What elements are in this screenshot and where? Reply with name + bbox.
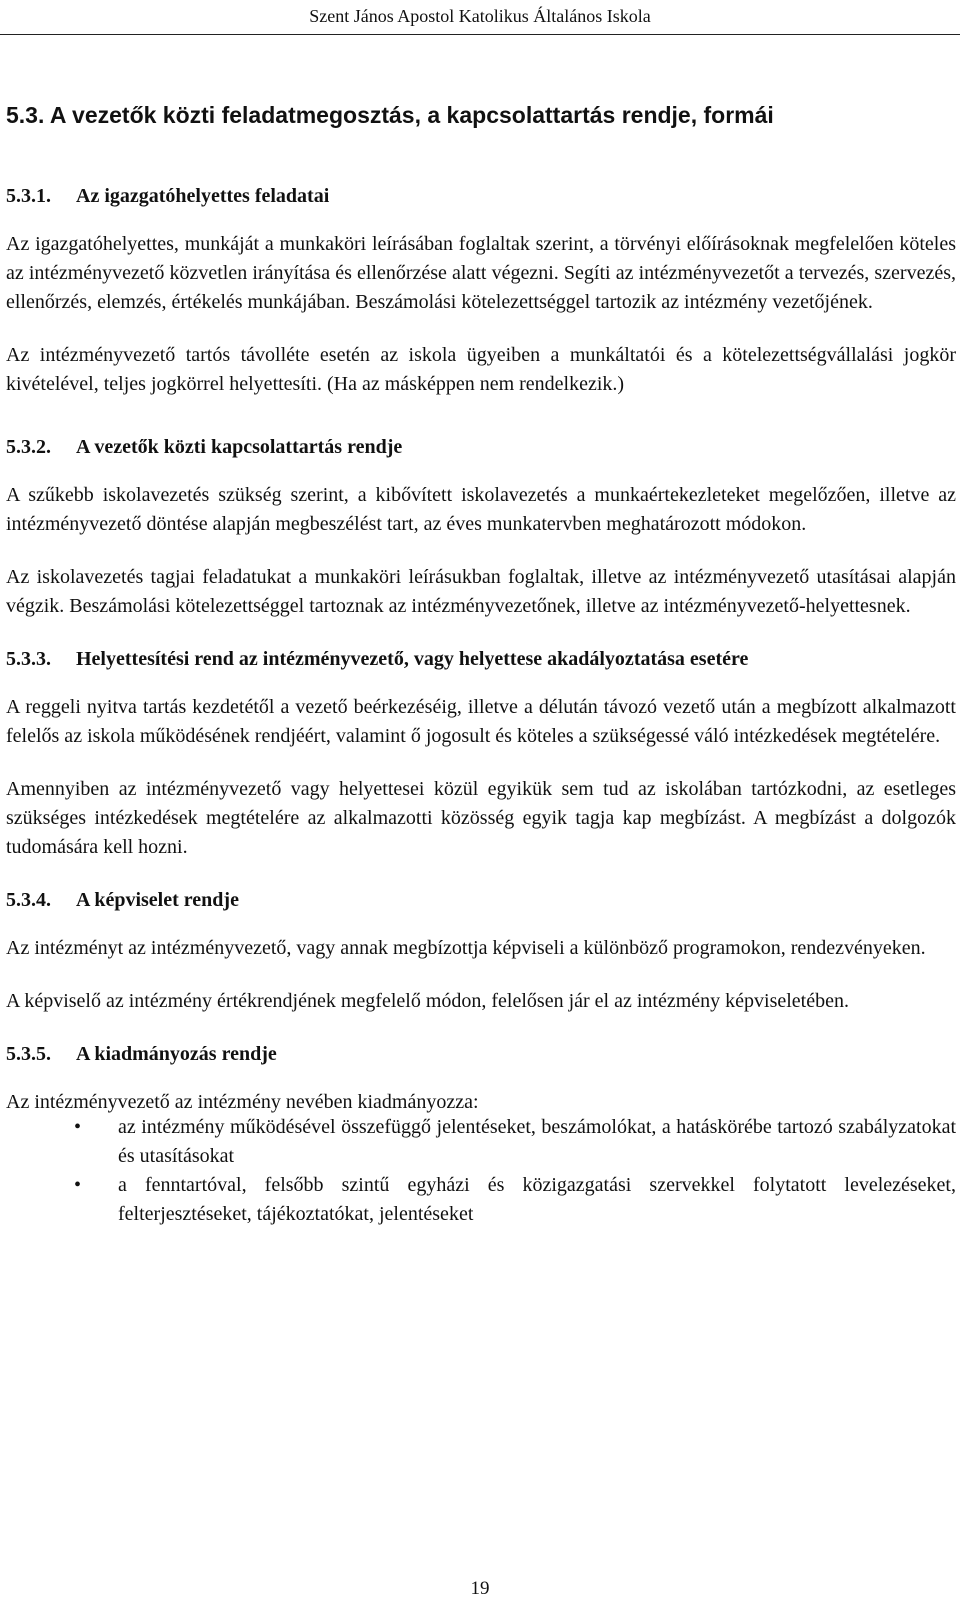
subsection-title: Helyettesítési rend az intézményvezető, vagy helyettese akadályoztatása esetére <box>76 648 749 670</box>
subsection-number: 5.3.5. <box>6 1043 51 1065</box>
subsection-title: A képviselet rendje <box>76 889 239 911</box>
list-item-text: az intézmény működésével összefüggő jelentéseket, beszámolókat, a hatáskörébe tartozó szabályzatokat és utasításokat <box>118 1116 956 1167</box>
section-title: 5.3. A vezetők közti feladatmegosztás, a kapcsolattartás rendje, formái <box>6 102 774 128</box>
list-lead: Az intézményvezető az intézmény nevében kiadmányozza: <box>6 1091 479 1113</box>
subsection-number: 5.3.4. <box>6 889 51 911</box>
paragraph: A képviselő az intézmény értékrendjének megfelelő módon, felelősen jár el az intézmény képviseletében. <box>6 990 849 1012</box>
paragraph: A szűkebb iskolavezetés szükség szerint, a kibővített iskolavezetés a munkaértekezleteket megelőzően, illetve az intézményvezető döntése alapján megbeszélést tart, az éves munkatervben meghatározott módokon. <box>6 484 956 535</box>
bullet-icon: • <box>74 1116 82 1138</box>
list-item <box>6 1171 956 1229</box>
paragraph: Az igazgatóhelyettes, munkáját a munkaköri leírásában foglaltak szerint, a törvényi előírásoknak megfelelően köteles az intézményvezető közvetlen irányítása és ellenőrzése alatt végezni. Segíti az intézményvezetőt a tervezés, szervezés, ellenőrzés, elemzés, értékelés munkájában. Beszámolási kötelezettséggel tartozik az intézmény vezetőjének. <box>6 233 956 313</box>
subsection-number: 5.3.2. <box>6 436 51 458</box>
subsection-number: 5.3.1. <box>6 185 51 207</box>
bullet-list <box>6 1113 956 1229</box>
paragraph: Az intézményvezető tartós távolléte esetén az iskola ügyeiben a munkáltatói és a kötelezettségvállalási jogkör kivételével, teljes jogkörrel helyettesíti. (Ha az másképpen nem rendelkezik.) <box>6 344 956 395</box>
running-header: Szent János Apostol Katolikus Általános Iskola <box>309 6 651 26</box>
subsection-heading <box>6 645 956 673</box>
paragraph: Amennyiben az intézményvezető vagy helyettesei közül egyikük sem tud az iskolában tartózkodni, az esetleges szükséges intézkedések megtételére az alkalmazotti közösség egyik tagja kap megbízást. A megbízást a dolgozók tudomására kell hozni. <box>6 778 956 858</box>
paragraph: A reggeli nyitva tartás kezdetétől a vezető beérkezéséig, illetve a délután távozó vezető után a megbízott alkalmazott felelős az iskola működésének rendjéért, valamint ő jogosult és köteles a szükségessé váló intézkedések megtételére. <box>6 696 956 747</box>
subsection-title: Az igazgatóhelyettes feladatai <box>76 185 330 207</box>
subsection-heading <box>6 182 956 210</box>
paragraph: Az iskolavezetés tagjai feladatukat a munkaköri leírásukban foglaltak, illetve az intézményvezető utasításai alapján végzik. Beszámolási kötelezettséggel tartoznak az intézményvezetőnek, illetve az intézményvezető-helyettesnek. <box>6 566 956 617</box>
bullet-icon: • <box>74 1174 82 1196</box>
subsection-heading <box>6 1040 956 1068</box>
list-item <box>6 1113 956 1171</box>
page-content <box>6 100 956 1229</box>
header-divider <box>0 34 960 35</box>
subsection-heading <box>6 886 956 914</box>
paragraph: Az intézményt az intézményvezető, vagy annak megbízottja képviseli a különböző programokon, rendezvényeken. <box>6 937 926 959</box>
subsection-number: 5.3.3. <box>6 648 51 670</box>
subsection-title: A vezetők közti kapcsolattartás rendje <box>76 436 403 458</box>
subsection-title: A kiadmányozás rendje <box>76 1043 277 1065</box>
list-item-text: a fenntartóval, felsőbb szintű egyházi és közigazgatási szervekkel folytatott levelezéseket, felterjesztéseket, tájékoztatókat, jelentéseket <box>118 1174 956 1225</box>
page-number: 19 <box>470 1578 490 1599</box>
subsection-heading <box>6 433 956 461</box>
